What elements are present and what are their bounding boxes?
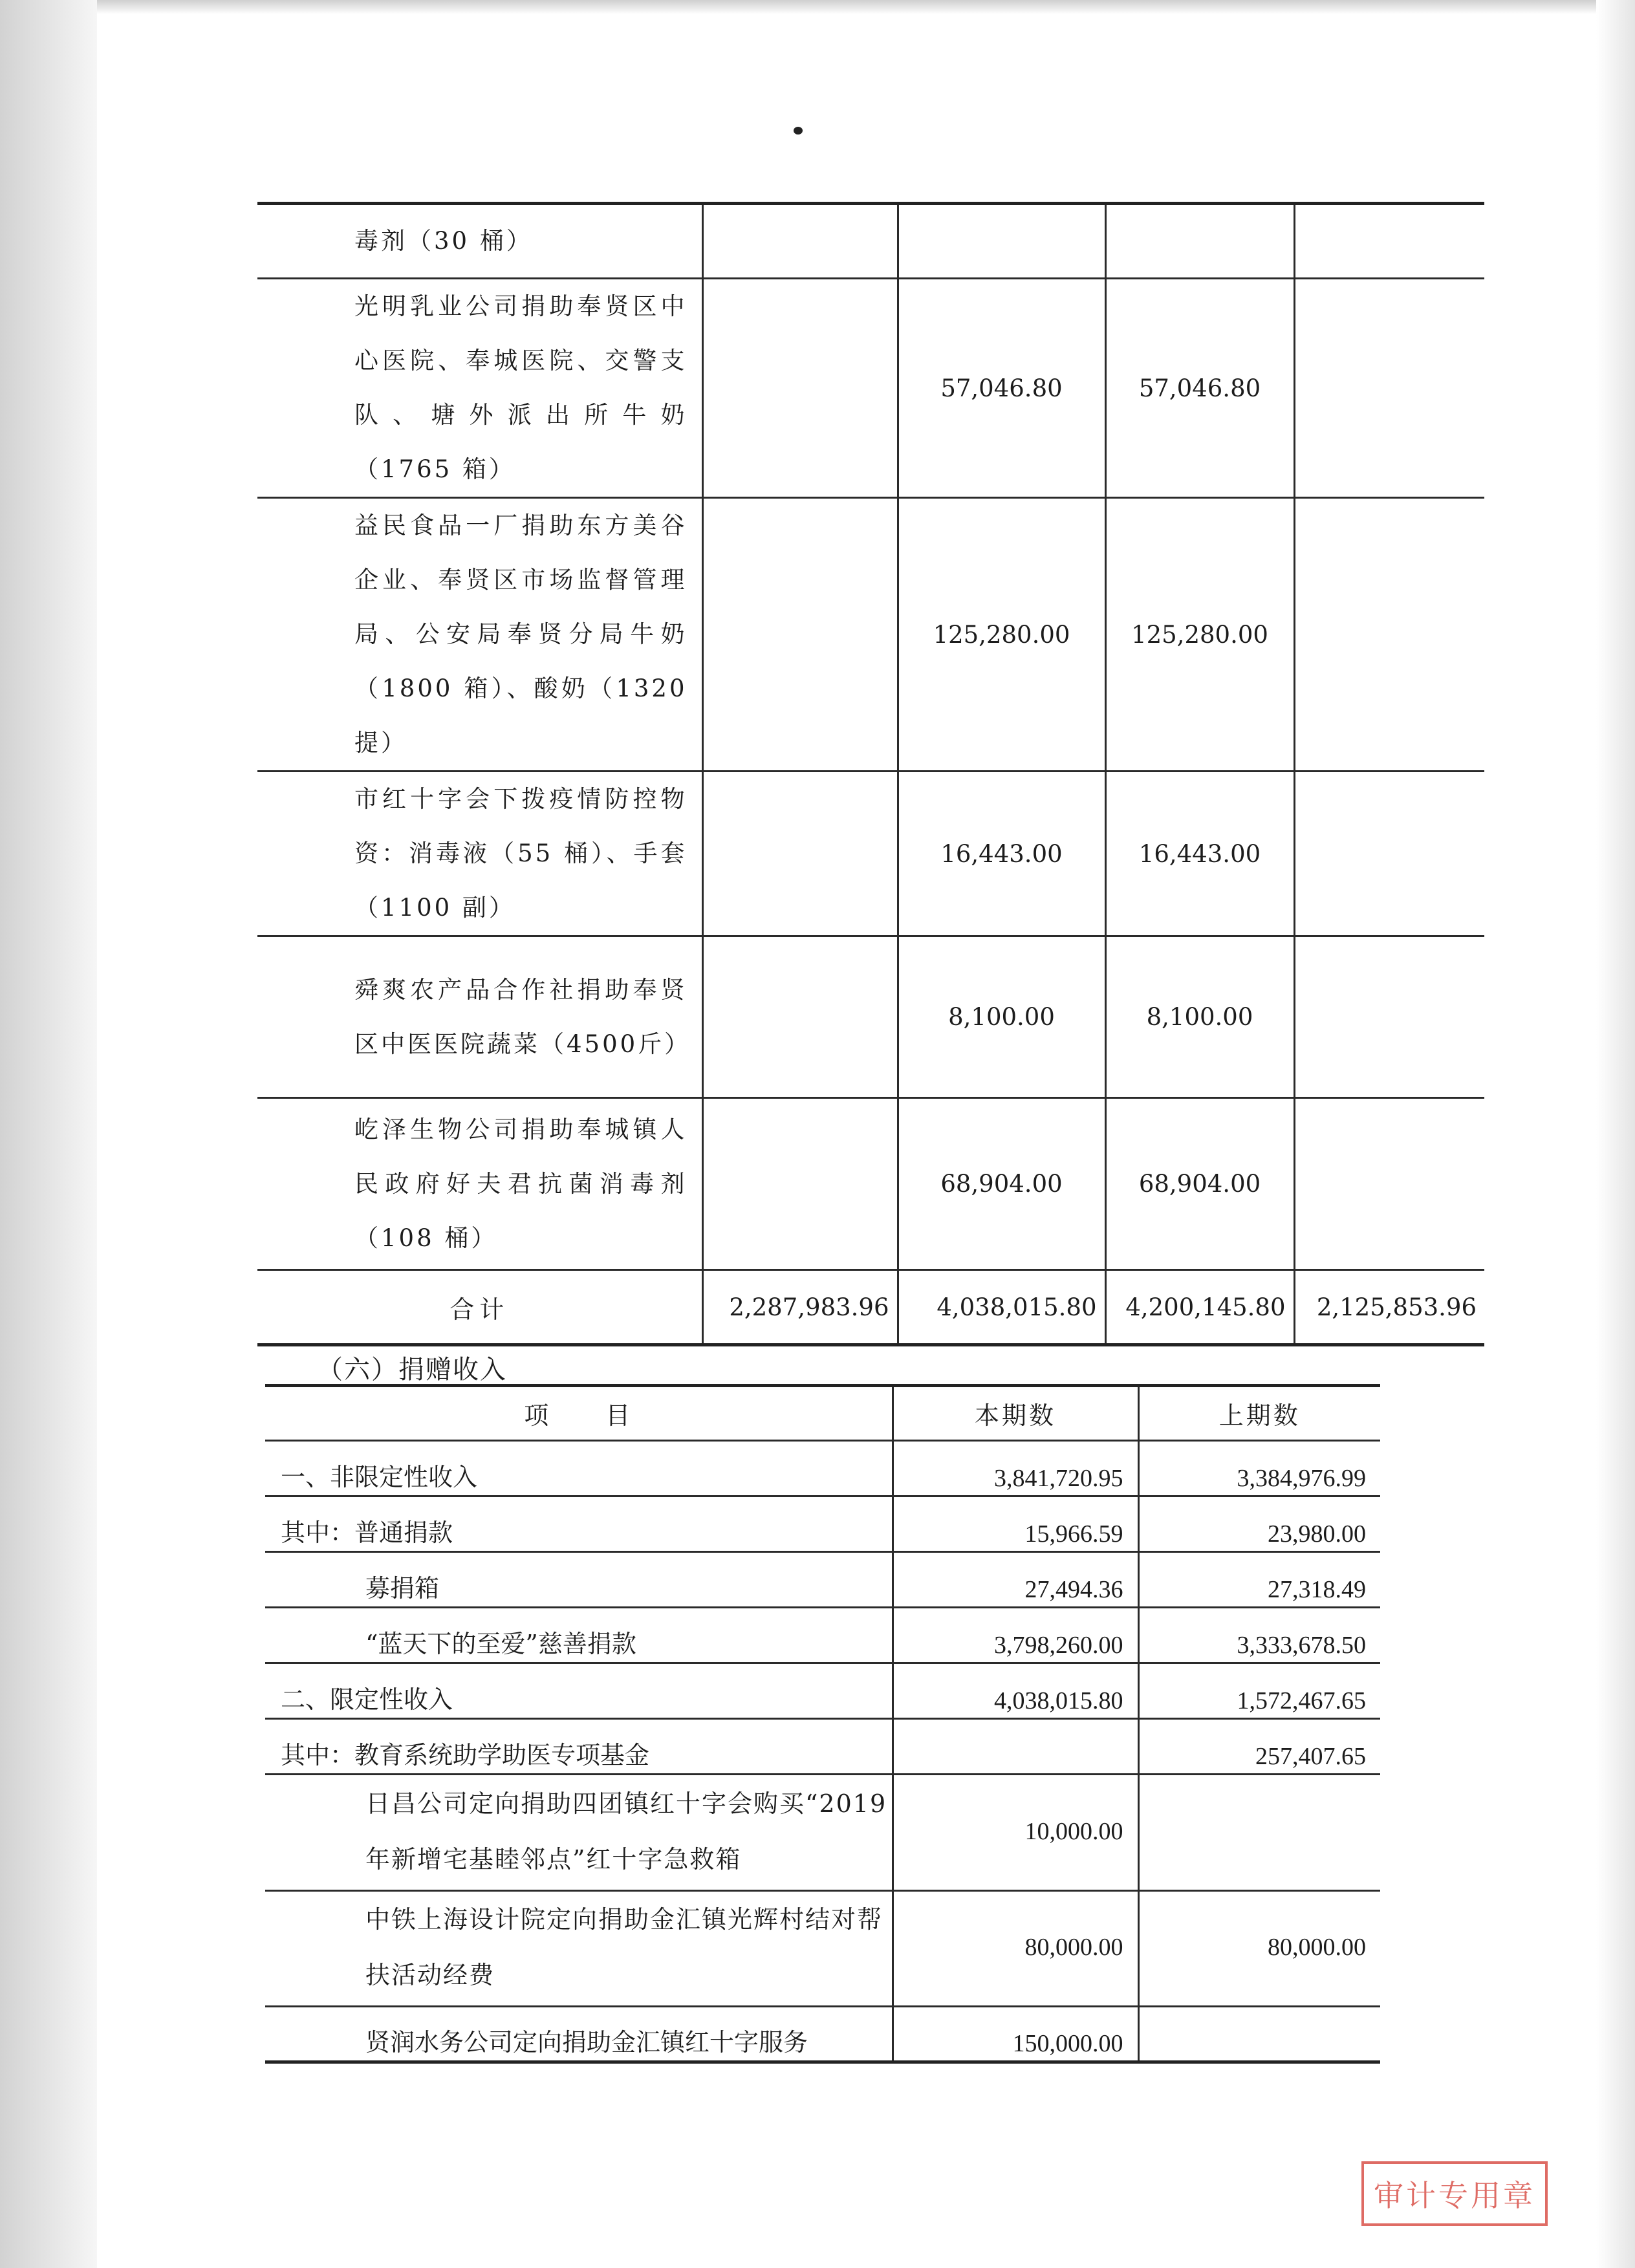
scan-speck bbox=[794, 127, 803, 135]
donated-goods-table bbox=[257, 202, 1484, 1346]
table-row bbox=[257, 279, 1484, 498]
current-value: 10,000.00 bbox=[893, 1775, 1138, 1891]
item-cell: 日昌公司定向捐助四团镇红十字会购买“2019年新增宅基睦邻点”红十字急救箱 bbox=[265, 1775, 893, 1891]
current-value: 80,000.00 bbox=[893, 1891, 1138, 2007]
table-row bbox=[257, 498, 1484, 772]
table-row bbox=[265, 1891, 1380, 2007]
value-cell bbox=[1294, 498, 1484, 772]
column-header-current: 本期数 bbox=[893, 1386, 1138, 1441]
table-row bbox=[265, 1441, 1380, 1496]
value-cell bbox=[702, 279, 898, 498]
previous-value: 27,318.49 bbox=[1138, 1552, 1380, 1608]
item-cell: 市红十字会下拨疫情防控物资：消毒液（55 桶）、手套（1100 副） bbox=[257, 772, 702, 936]
table-row bbox=[257, 936, 1484, 1098]
total-value: 2,125,853.96 bbox=[1294, 1270, 1484, 1345]
item-cell: 募捐箱 bbox=[265, 1552, 893, 1608]
previous-value bbox=[1138, 2007, 1380, 2062]
table-row bbox=[257, 1098, 1484, 1270]
value-cell bbox=[702, 1098, 898, 1270]
value-cell bbox=[702, 204, 898, 279]
table-row bbox=[265, 1608, 1380, 1663]
value-cell bbox=[1294, 936, 1484, 1098]
previous-value: 3,384,976.99 bbox=[1138, 1441, 1380, 1496]
total-value: 4,200,145.80 bbox=[1105, 1270, 1294, 1345]
value-cell: 57,046.80 bbox=[898, 279, 1105, 498]
table-row bbox=[265, 1775, 1380, 1891]
audit-seal-stamp: 审计专用章 bbox=[1361, 2161, 1548, 2226]
table-row bbox=[265, 1719, 1380, 1775]
item-cell: 其中：教育系统助学助医专项基金 bbox=[265, 1719, 893, 1775]
total-value: 4,038,015.80 bbox=[898, 1270, 1105, 1345]
table-header-row bbox=[265, 1386, 1380, 1441]
item-cell: “蓝天下的至爱”慈善捐款 bbox=[265, 1608, 893, 1663]
item-cell: 中铁上海设计院定向捐助金汇镇光辉村结对帮扶活动经费 bbox=[265, 1891, 893, 2007]
previous-value: 80,000.00 bbox=[1138, 1891, 1380, 2007]
scan-shadow-right bbox=[1596, 0, 1635, 2268]
item-cell: 毒剂（30 桶） bbox=[257, 204, 702, 279]
item-cell: 光明乳业公司捐助奉贤区中心医院、奉城医院、交警支队、塘外派出所牛奶（1765 箱） bbox=[257, 279, 702, 498]
value-cell bbox=[702, 498, 898, 772]
column-header-item: 项 目 bbox=[265, 1386, 893, 1441]
value-cell: 8,100.00 bbox=[898, 936, 1105, 1098]
donation-income-table bbox=[265, 1384, 1380, 2064]
total-row bbox=[257, 1270, 1484, 1345]
item-cell: 屹泽生物公司捐助奉城镇人民政府好夫君抗菌消毒剂（108 桶） bbox=[257, 1098, 702, 1270]
scan-shadow-top bbox=[0, 0, 1635, 14]
current-value: 3,798,260.00 bbox=[893, 1608, 1138, 1663]
section-heading: （六）捐赠收入 bbox=[317, 1355, 507, 1385]
scan-shadow-left bbox=[0, 0, 97, 2268]
value-cell: 68,904.00 bbox=[1105, 1098, 1294, 1270]
value-cell: 57,046.80 bbox=[1105, 279, 1294, 498]
value-cell bbox=[1294, 279, 1484, 498]
value-cell: 125,280.00 bbox=[1105, 498, 1294, 772]
table-row bbox=[265, 1663, 1380, 1719]
value-cell bbox=[1294, 772, 1484, 936]
value-cell: 68,904.00 bbox=[898, 1098, 1105, 1270]
value-cell bbox=[1294, 204, 1484, 279]
value-cell: 16,443.00 bbox=[898, 772, 1105, 936]
total-value: 2,287,983.96 bbox=[702, 1270, 898, 1345]
previous-value: 23,980.00 bbox=[1138, 1496, 1380, 1552]
previous-value: 3,333,678.50 bbox=[1138, 1608, 1380, 1663]
current-value: 150,000.00 bbox=[893, 2007, 1138, 2062]
total-label: 合计 bbox=[257, 1270, 702, 1345]
table-row bbox=[257, 772, 1484, 936]
value-cell bbox=[1294, 1098, 1484, 1270]
current-value: 27,494.36 bbox=[893, 1552, 1138, 1608]
item-cell: 舜爽农产品合作社捐助奉贤区中医医院蔬菜（4500斤） bbox=[257, 936, 702, 1098]
table-row bbox=[265, 2007, 1380, 2062]
item-cell: 其中：普通捐款 bbox=[265, 1496, 893, 1552]
value-cell: 16,443.00 bbox=[1105, 772, 1294, 936]
current-value: 4,038,015.80 bbox=[893, 1663, 1138, 1719]
table-row bbox=[257, 204, 1484, 279]
value-cell bbox=[898, 204, 1105, 279]
previous-value: 257,407.65 bbox=[1138, 1719, 1380, 1775]
column-header-previous: 上期数 bbox=[1138, 1386, 1380, 1441]
value-cell bbox=[702, 772, 898, 936]
value-cell: 125,280.00 bbox=[898, 498, 1105, 772]
value-cell: 8,100.00 bbox=[1105, 936, 1294, 1098]
current-value: 15,966.59 bbox=[893, 1496, 1138, 1552]
item-cell: 贤润水务公司定向捐助金汇镇红十字服务 bbox=[265, 2007, 893, 2062]
item-cell: 益民食品一厂捐助东方美谷企业、奉贤区市场监督管理局、公安局奉贤分局牛奶（1800 箱）、酸奶（1320 提） bbox=[257, 498, 702, 772]
item-cell: 一、非限定性收入 bbox=[265, 1441, 893, 1496]
previous-value bbox=[1138, 1775, 1380, 1891]
value-cell bbox=[1105, 204, 1294, 279]
current-value bbox=[893, 1719, 1138, 1775]
value-cell bbox=[702, 936, 898, 1098]
previous-value: 1,572,467.65 bbox=[1138, 1663, 1380, 1719]
current-value: 3,841,720.95 bbox=[893, 1441, 1138, 1496]
table-row bbox=[265, 1552, 1380, 1608]
item-cell: 二、限定性收入 bbox=[265, 1663, 893, 1719]
table-row bbox=[265, 1496, 1380, 1552]
